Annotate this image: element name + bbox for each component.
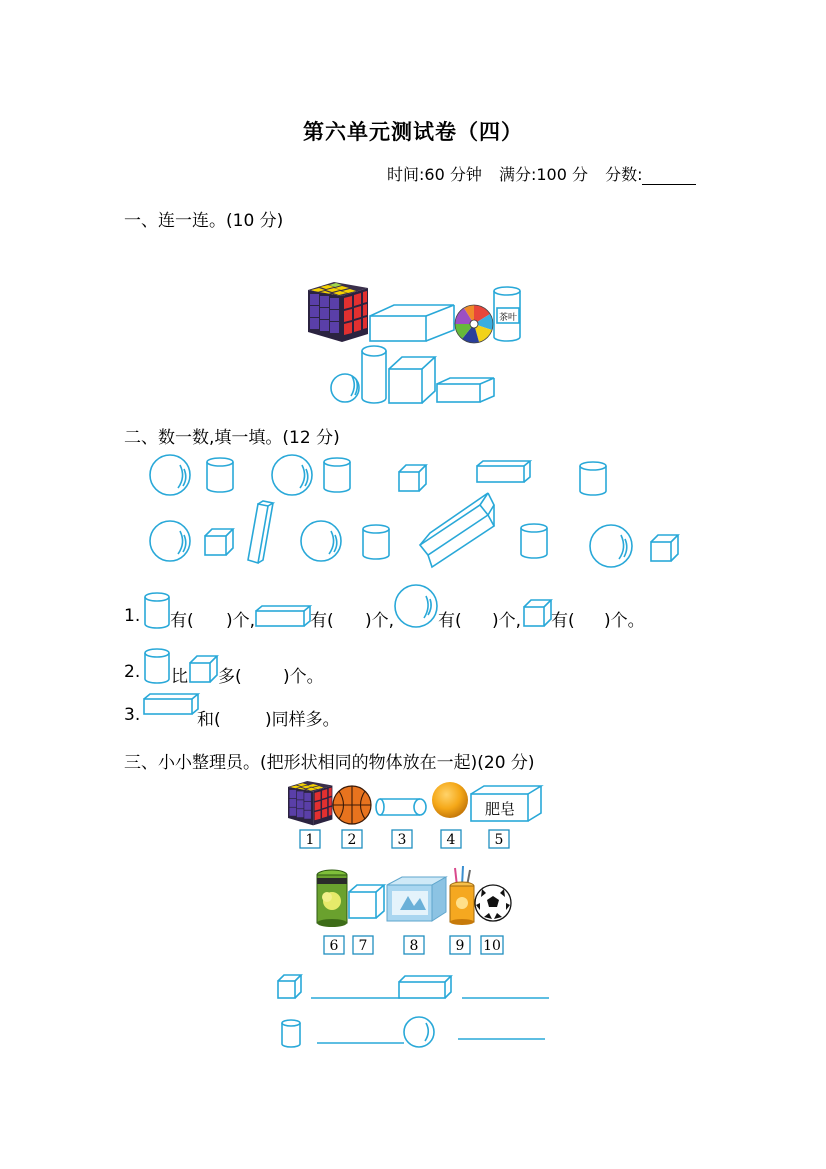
section2-heading: 二、数一数,填一填。(12 分) [124, 428, 340, 448]
number-box-1 [300, 830, 320, 848]
count-tilted-cuboid [248, 501, 273, 563]
svg-text:4: 4 [446, 832, 456, 848]
svg-text:1: 1 [305, 832, 315, 848]
cylinder-shape [362, 346, 386, 403]
section3-heading: 三、小小整理员。(把形状相同的物体放在一起)(20 分) [124, 753, 535, 773]
number-box-6 [324, 936, 344, 954]
soap-label: 肥皂 [484, 800, 516, 818]
basketball-image [333, 786, 371, 824]
long-cuboid-shape [370, 305, 454, 341]
count-cube [651, 535, 678, 561]
svg-text:10: 10 [483, 938, 501, 954]
number-box-7 [353, 936, 373, 954]
question-1 [124, 606, 140, 626]
count-big-tilted-cuboid [420, 493, 494, 568]
q1-number: 1. [124, 606, 141, 626]
q2-cylinder-icon [145, 649, 169, 683]
sphere-shape [331, 374, 359, 402]
count-sphere [272, 455, 312, 495]
q1-cuboid-icon [256, 606, 310, 626]
count-sphere [590, 525, 632, 567]
section1-heading: 一、连一连。(10 分) [124, 211, 284, 231]
score-label: 分数: [605, 165, 643, 184]
count-sphere [150, 521, 190, 561]
number-box-8 [404, 936, 424, 954]
count-cuboid [477, 461, 530, 482]
time-label: 时间:60 分钟 [387, 165, 482, 184]
page-title: 第六单元测试卷（四） [303, 120, 523, 144]
pencil-holder-image [450, 866, 474, 925]
q1-text-d: )个, [365, 611, 395, 631]
cube-shape [389, 357, 435, 403]
number-box-2 [342, 830, 362, 848]
cube-item-shape [349, 885, 384, 918]
q3-he: 和( [197, 710, 221, 730]
q2-duo: 多( [218, 667, 242, 687]
flat-cuboid-shape [437, 378, 494, 402]
count-cylinder [580, 462, 606, 495]
count-cube [399, 465, 426, 491]
svg-text:5: 5 [494, 832, 504, 848]
count-cylinder [521, 524, 547, 558]
count-sphere [301, 521, 341, 561]
sort-cuboid-icon [399, 976, 451, 998]
full-score-label: 满分:100 分 [498, 165, 588, 184]
ping-pong-ball-image [432, 782, 468, 818]
soccer-ball-image [475, 885, 511, 921]
tissue-box-image [387, 877, 446, 921]
q1-sphere-icon [395, 585, 437, 627]
soda-can-image [317, 870, 347, 927]
sort-sphere-icon [404, 1017, 434, 1047]
number-box-5 [489, 830, 509, 848]
number-box-3 [392, 830, 412, 848]
q3-number: 3. [124, 705, 141, 725]
lying-cylinder-shape [376, 799, 426, 815]
rubiks-cube-image [308, 282, 368, 342]
svg-text:3: 3 [397, 832, 407, 848]
svg-text:8: 8 [409, 938, 419, 954]
q3-end: )同样多。 [265, 710, 340, 730]
number-box-4 [441, 830, 461, 848]
q2-cube-icon [190, 656, 217, 682]
q1-cylinder-icon [145, 593, 169, 628]
q1-text-b: )个, [226, 611, 256, 631]
q1-text-g: 有( [551, 611, 575, 631]
q1-text-h: )个。 [604, 611, 645, 631]
svg-text:9: 9 [455, 938, 465, 954]
q2-bi: 比 [171, 667, 188, 687]
svg-text:6: 6 [329, 938, 339, 954]
beach-ball-image [455, 305, 493, 343]
q2-end: )个。 [283, 667, 324, 687]
sort-cube-icon [278, 975, 301, 998]
count-sphere [150, 455, 190, 495]
q1-text-c: 有( [310, 611, 334, 631]
number-box-9 [450, 936, 470, 954]
q2-number: 2. [124, 662, 141, 682]
rubiks-cube-small-image [288, 781, 332, 825]
q3-cuboid-icon [144, 694, 198, 714]
count-cube [205, 529, 233, 555]
count-cylinder [324, 458, 350, 492]
q1-text-a: 有( [170, 611, 194, 631]
number-box-10 [481, 936, 503, 954]
svg-text:7: 7 [358, 938, 368, 954]
svg-text:2: 2 [347, 832, 357, 848]
sort-cylinder-icon [282, 1020, 300, 1047]
count-cylinder [363, 525, 389, 559]
q1-cube-icon [524, 600, 551, 626]
tea-can-label: 茶叶 [498, 313, 518, 323]
q1-text-f: )个, [492, 611, 522, 631]
count-cylinder [207, 458, 233, 492]
q1-text-e: 有( [438, 611, 462, 631]
